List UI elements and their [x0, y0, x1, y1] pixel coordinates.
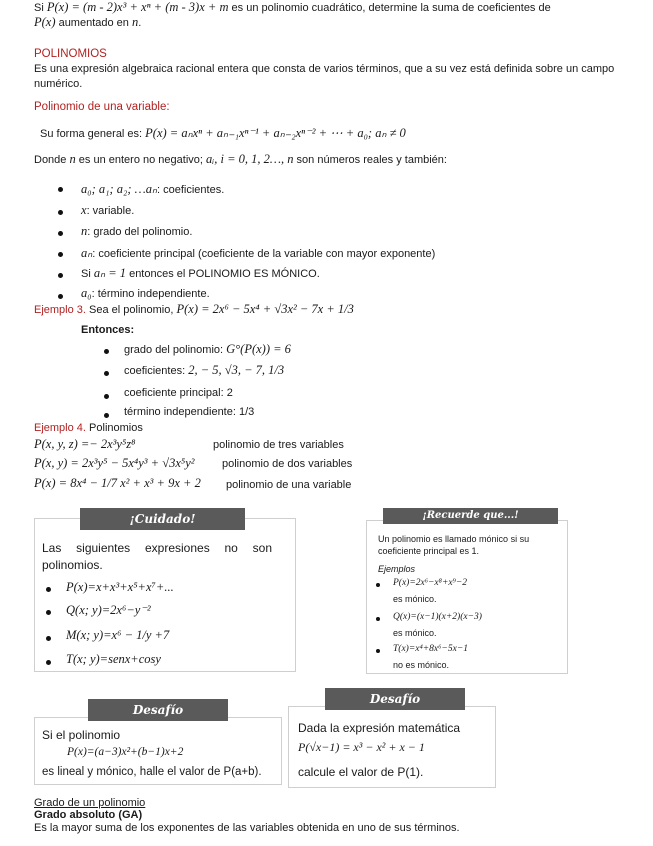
- ejemplo-4-formula-2: P(x, y) = 2x³y⁵ − 5x⁴y³ + √3x⁵y²: [34, 456, 195, 470]
- donde-text-2: es un entero no negativo;: [75, 154, 206, 166]
- item-value: 2, − 5, √3, − 7, 1/3: [188, 363, 285, 377]
- bullet-text: entonces el POLINOMIO ES MÓNICO.: [126, 268, 320, 280]
- bullet-math: a₀: [81, 286, 92, 300]
- bullet-icon: [46, 610, 51, 615]
- recuerde-item-2: Q(x)=(x−1)(x+2)(x−3): [393, 612, 482, 622]
- bullet-icon: [376, 617, 380, 621]
- bullet-icon: [376, 583, 380, 587]
- donde-math: aᵢ, i = 0, 1, 2…, n: [206, 152, 294, 166]
- bullet-icon: [104, 349, 109, 354]
- bullet-icon: [104, 413, 109, 418]
- ejemplo-4-formula-3: P(x) = 8x⁴ − 1/7 x² + x³ + 9x + 2: [34, 476, 201, 490]
- bullet-icon: [46, 636, 51, 641]
- ejemplo-3-text: Sea el polinomio,: [85, 304, 177, 316]
- recuerde-note-1: es mónico.: [393, 594, 437, 604]
- bullet-text: : coeficiente principal (coeficiente de la variable con mayor exponente): [92, 248, 436, 260]
- recuerde-item-1: P(x)=2x⁶−x⁸+x⁹−2: [393, 578, 468, 588]
- ejemplo-4-label: Ejemplo 4.: [34, 422, 86, 434]
- recuerde-item-3: T(x)=x⁴+8x⁶−5x−1: [393, 644, 468, 654]
- cuidado-item-3: M(x; y)=x⁶ − 1/y +7: [66, 628, 170, 642]
- bullet-text: : grado del polinomio.: [87, 226, 193, 238]
- grado-text: Es la mayor suma de los exponentes de las variables obtenida en uno de sus términos.: [34, 822, 460, 834]
- bullet-math: aₙ: [81, 246, 93, 260]
- general-formula: P(x) = aₙxⁿ + aₙ₋₁xⁿ⁻¹ + aₙ₋₂xⁿ⁻² + ⋯ + a₀; aₙ ≠ 0: [145, 126, 406, 140]
- bullet-pre: Si: [81, 268, 94, 280]
- ejemplo-4: [34, 422, 143, 434]
- donde-line: [34, 152, 447, 167]
- ejemplo-3-item-coeficientes: [124, 363, 284, 378]
- cuidado-item-2: Q(x; y)=2x⁶−y⁻²: [66, 603, 151, 617]
- ejemplo-3-formula: P(x) = 2x⁶ − 5x⁴ + √3x² − 7x + 1/3: [176, 302, 354, 316]
- ejemplo-4-desc-2: polinomio de dos variables: [222, 458, 353, 470]
- bullet-icon: [46, 587, 51, 592]
- ejemplo-4-desc-3: polinomio de una variable: [226, 479, 352, 491]
- recuerde-ejemplos: Ejemplos: [378, 564, 416, 574]
- bullet-math: a₀; a₁; a₂; …aₙ: [81, 182, 157, 196]
- bullet-icon: [58, 294, 63, 299]
- bullet-icon: [104, 371, 109, 376]
- general-form: [40, 125, 406, 141]
- list-item-variable: [81, 203, 134, 218]
- recuerde-note-2: es mónico.: [393, 628, 437, 638]
- desafio-1-formula: P(x)=(a−3)x²+(b−1)x+2: [67, 746, 184, 758]
- list-item-independiente: [81, 286, 210, 301]
- bullet-math: n: [81, 224, 88, 238]
- problem-line-2: [34, 15, 141, 30]
- cuidado-item-1: P(x)=x+x³+x⁵+x⁷+...: [66, 580, 174, 594]
- cuidado-text-1: Las siguientes expresiones no son: [42, 541, 272, 555]
- ejemplo-4-desc-1: polinomio de tres variables: [213, 439, 344, 451]
- grado-subtitle: Grado absoluto (GA): [34, 809, 143, 821]
- item-value: G°(P(x)) = 6: [226, 342, 291, 356]
- donde-n: n: [69, 152, 76, 166]
- bullet-icon: [58, 231, 63, 236]
- desafio-1-line-3: es lineal y mónico, halle el valor de P(a+b).: [42, 766, 262, 778]
- bullet-math: x: [81, 203, 87, 217]
- desafio-2-line-3: calcule el valor de P(1).: [298, 765, 424, 779]
- problem-poly: P(x): [34, 15, 56, 29]
- list-item-grado: [81, 224, 192, 239]
- definition-line-2: numérico.: [34, 78, 83, 90]
- problem-polynomial: P(x) = (m - 2)x³ + xⁿ + (m - 3)x + m: [46, 0, 229, 14]
- bullet-icon: [376, 649, 380, 653]
- bullet-text: : coeficientes.: [157, 184, 225, 196]
- problem-end: .: [138, 17, 142, 29]
- recuerde-text-2: coeficiente principal es 1.: [378, 546, 480, 556]
- bullet-icon: [58, 187, 63, 192]
- bullet-math: aₙ = 1: [93, 266, 127, 280]
- donde-text-3: son números reales y también:: [293, 154, 447, 166]
- problem-middle: es un polinomio cuadrático, determine la suma de coeficientes de: [228, 2, 551, 14]
- problem-line-1: [34, 0, 551, 15]
- item-label: grado del polinomio:: [124, 344, 227, 356]
- bullet-text: : término independiente.: [91, 288, 210, 300]
- item-label: coeficientes:: [124, 365, 189, 377]
- donde-text-1: Donde: [34, 154, 70, 166]
- desafio-1-header: Desafío: [88, 699, 228, 721]
- subtitle-una-variable: Polinomio de una variable:: [34, 101, 170, 113]
- bullet-text: : variable.: [86, 205, 135, 217]
- ejemplo-3-item-independiente: término independiente: 1/3: [124, 406, 255, 418]
- cuidado-item-4: T(x; y)=senx+cosy: [66, 652, 161, 666]
- cuidado-text-2: polinomios.: [42, 558, 103, 572]
- entonces-label: Entonces:: [81, 324, 135, 336]
- bullet-icon: [58, 210, 63, 215]
- cuidado-header: ¡Cuidado!: [80, 508, 245, 530]
- section-title-polinomios: POLINOMIOS: [34, 48, 107, 60]
- problem-text: aumentado en: [55, 17, 132, 29]
- list-item-principal: [81, 245, 435, 261]
- recuerde-text-1: Un polinomio es llamado mónico si su: [378, 534, 530, 544]
- ejemplo-3-label: Ejemplo 3.: [34, 304, 86, 316]
- definition-line-1: Es una expresión algebraica racional entera que consta de varios términos, que a su vez está definida sobre un campo: [34, 63, 615, 75]
- desafio-2-header: Desafío: [325, 688, 465, 710]
- desafio-1-line-1: Si el polinomio: [42, 728, 121, 742]
- general-label: Su forma general es:: [40, 128, 146, 140]
- grado-title-text: Grado de un polinomio: [34, 797, 146, 809]
- recuerde-note-3: no es mónico.: [393, 660, 450, 670]
- desafio-2-line-1: Dada la expresión matemática: [298, 721, 461, 735]
- bullet-icon: [104, 394, 109, 399]
- recuerde-header: ¡Recuerde que...!: [383, 508, 558, 524]
- ejemplo-4-formula-1: P(x, y, z) =− 2x³y⁵z⁸: [34, 437, 136, 451]
- problem-prefix: Si: [34, 2, 47, 14]
- grado-title: [34, 797, 145, 809]
- ejemplo-3-item-grado: [124, 342, 291, 357]
- list-item-monico: [81, 265, 320, 281]
- ejemplo-3-item-principal: coeficiente principal: 2: [124, 387, 233, 399]
- bullet-icon: [58, 252, 63, 257]
- problem-var: n: [131, 15, 139, 29]
- desafio-2-formula: P(√x−1) = x³ − x² + x − 1: [298, 740, 425, 754]
- ejemplo-3: [34, 302, 354, 317]
- ejemplo-4-text: Polinomios: [85, 422, 143, 434]
- list-item-coeficientes: [81, 181, 224, 197]
- bullet-icon: [46, 660, 51, 665]
- bullet-icon: [58, 273, 63, 278]
